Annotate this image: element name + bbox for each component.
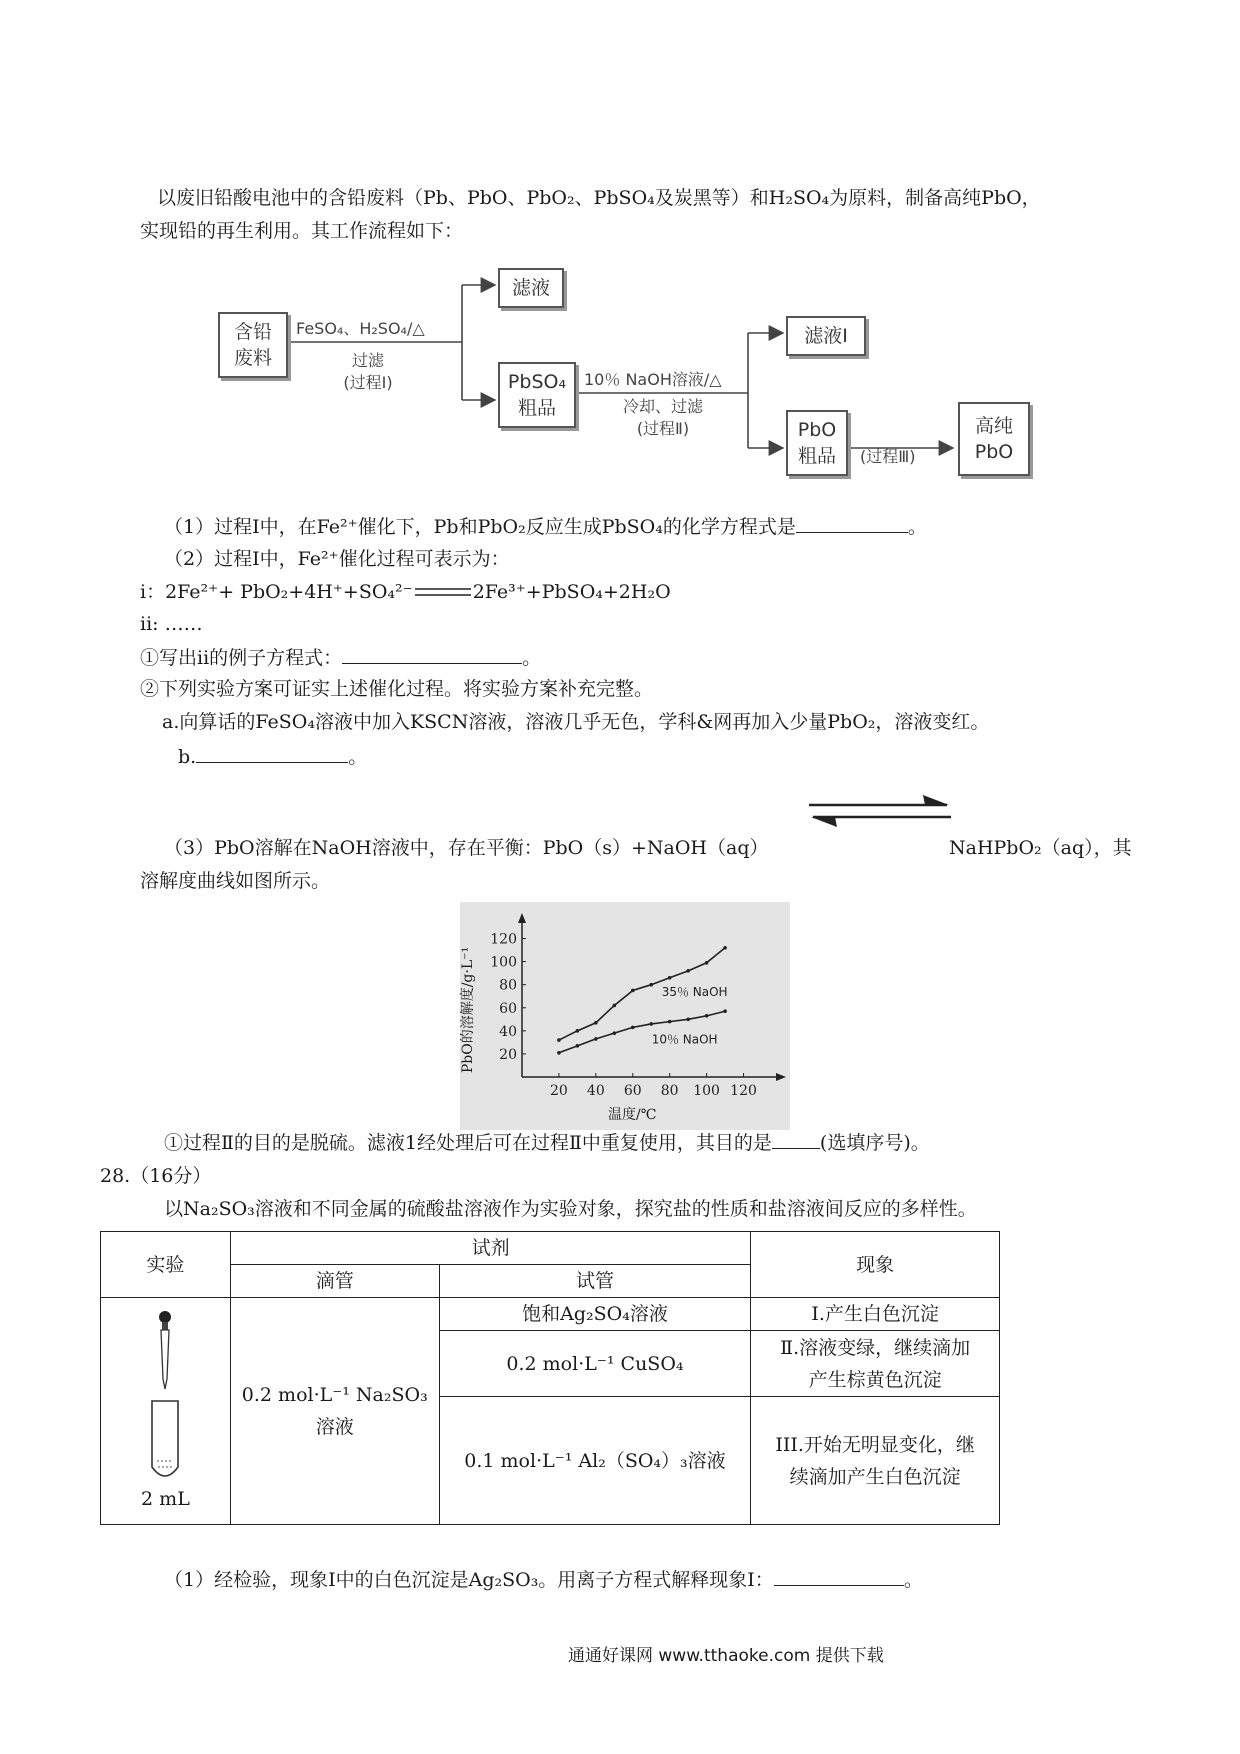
flow-box-raw-material (218, 312, 288, 378)
answer-blank-q28-1[interactable] (774, 1567, 904, 1586)
dropper-reagent-line-1: 0.2 mol·L⁻¹ Na₂SO₃ (241, 1384, 428, 1406)
chart-y-tick-label: 40 (499, 1023, 517, 1040)
flow-box-pure-line-1: 高纯 (974, 415, 1013, 437)
flow-box-pbso4-line-1: PbSO₄ (507, 371, 567, 393)
chart-data-point (649, 983, 653, 987)
header-experiment: 实验 (101, 1232, 231, 1298)
chart-data-point (576, 1044, 580, 1048)
answer-blank-q1[interactable] (796, 514, 908, 533)
chart-data-point (594, 1021, 598, 1025)
answer-blank-plan-b[interactable] (196, 744, 348, 763)
chart-data-point (668, 976, 672, 980)
flow-arrow-2-step-line-1: 冷却、过滤 (622, 397, 703, 416)
question-28-part-1-text: （1）经检验，现象Ⅰ中的白色沉淀是Ag₂SO₃。用离子方程式解释现象Ⅰ： (164, 1569, 774, 1591)
chart-y-tick-label: 60 (499, 1000, 517, 1017)
solubility-chart (460, 902, 790, 1130)
chart-x-tick-label: 80 (660, 1083, 679, 1099)
question-1 (164, 514, 927, 539)
question-3-sub-1-end: (选填序号)。 (819, 1132, 930, 1154)
tube-reagent-1: 饱和Ag₂SO₄溶液 (439, 1298, 751, 1331)
phenomenon-3-line-1: III.开始无明显变化，继 (775, 1433, 975, 1456)
chart-data-point (649, 1022, 653, 1026)
experiment-plan-b-end: 。 (348, 746, 368, 768)
flow-box-pure-pbo (958, 402, 1030, 476)
chart-data-point (705, 961, 709, 965)
flow-arrow-1-reagent: FeSO₄、H₂SO₄/△ (296, 319, 425, 338)
phenomenon-2-line-2: 产生棕黄色沉淀 (808, 1368, 942, 1391)
chart-y-label: PbO的溶解度/g·L⁻¹ (460, 946, 476, 1074)
question-28-header: 28.（16分） (100, 1165, 212, 1187)
tube-reagent-2: 0.2 mol·L⁻¹ CuSO₄ (439, 1331, 751, 1397)
question-3-left: （3）PbO溶解在NaOH溶液中，存在平衡：PbO（s）+NaOH（aq） (164, 837, 769, 859)
flow-box-pbo-crude-line-1: PbO (797, 419, 837, 441)
intro-line-1: 以废旧铅酸电池中的含铅废料（Pb、PbO、PbO₂、PbSO₄及炭黑等）和H₂SO₄为原料，制备高纯PbO， (157, 187, 1041, 209)
catalysis-step-ii: ii: …… (140, 613, 203, 635)
question-2: （2）过程Ⅰ中，Fe²⁺催化过程可表示为： (164, 548, 510, 570)
flow-arrow-1-step-line-1: 过滤 (351, 351, 384, 370)
chart-x-tick-label: 60 (623, 1083, 642, 1099)
flow-box-pbo-crude-line-2: 粗品 (797, 445, 836, 467)
chart-y-tick-label: 80 (499, 977, 517, 994)
question-28-part-1-end: 。 (903, 1569, 923, 1591)
question-1-end: 。 (907, 516, 927, 538)
step-i-reactants: i：2Fe²⁺+ PbO₂+4H⁺+SO₄²⁻ (140, 581, 413, 603)
chart-y-tick-label: 20 (499, 1046, 517, 1063)
chart-data-point (557, 1038, 561, 1042)
flow-arrow-2-step-line-2: (过程Ⅱ) (636, 419, 690, 438)
flow-box-filtrate-1-label: 滤液Ⅰ (804, 325, 848, 347)
flow-arrow-1-step (328, 350, 408, 394)
question-28-part-1 (164, 1567, 923, 1592)
chart-data-point (576, 1029, 580, 1033)
chart-x-tick-label: 40 (586, 1083, 605, 1099)
question-2-part-1-end: 。 (522, 647, 542, 669)
question-3-line-2: 溶解度曲线如图所示。 (140, 870, 331, 892)
chart-data-point (668, 1020, 672, 1024)
chart-x-tick-label: 100 (693, 1083, 720, 1099)
flow-box-raw-line-1: 含铅 (233, 321, 272, 343)
dropper-and-tube-icon (145, 1309, 185, 1485)
dropper-reagent-line-2: 溶液 (315, 1416, 354, 1438)
flow-box-pure-line-2: PbO (974, 441, 1014, 463)
phenomenon-2 (751, 1331, 1000, 1397)
answer-blank-q2-1[interactable] (342, 645, 522, 664)
chart-data-point (613, 1004, 617, 1008)
phenomenon-2-line-1: Ⅱ.溶液变绿，继续滴加 (780, 1336, 971, 1359)
catalysis-step-i (140, 580, 671, 605)
experiment-plan-a: a.向算话的FeSO₄溶液中加入KSCN溶液，溶液几乎无色，学科&网再加入少量PbO₂，溶液变红。 (162, 711, 990, 733)
flow-arrow-2-step (608, 396, 718, 440)
chart-x-label: 温度/℃ (608, 1107, 657, 1123)
question-3-sub-1 (164, 1130, 930, 1155)
question-3-sub-1-text: ①过程Ⅱ的目的是脱硫。滤液1经处理后可在过程Ⅱ中重复使用，其目的是 (164, 1132, 772, 1154)
experiment-plan-b (178, 744, 367, 769)
chart-data-point (613, 1031, 617, 1035)
chart-data-point (594, 1037, 598, 1041)
chart-data-point (723, 1009, 727, 1013)
phenomenon-3 (751, 1397, 1000, 1525)
flow-box-filtrate-1 (786, 316, 866, 356)
step-i-products: 2Fe³⁺+PbSO₄+2H₂O (472, 581, 671, 603)
question-2-part-1 (140, 645, 541, 670)
question-1-text: （1）过程Ⅰ中，在Fe²⁺催化下，Pb和PbO₂反应生成PbSO₄的化学方程式是 (164, 516, 796, 538)
flow-box-pbo-crude (786, 410, 848, 476)
phenomenon-1: Ⅰ.产生白色沉淀 (751, 1298, 1000, 1331)
question-28-intro: 以Na₂SO₃溶液和不同金属的硫酸盐溶液作为实验对象，探究盐的性质和盐溶液间反应的多样性。 (164, 1198, 977, 1220)
experiment-table (100, 1231, 1000, 1525)
table-row (101, 1298, 1000, 1331)
header-dropper: 滴管 (230, 1265, 439, 1298)
question-2-part-2: ②下列实验方案可证实上述催化过程。将实验方案补充完整。 (140, 678, 654, 700)
chart-x-tick-label: 20 (550, 1083, 568, 1099)
tube-volume: 2 mL (141, 1488, 190, 1510)
chart-data-point (686, 969, 690, 973)
chart-data-point (723, 946, 727, 950)
chart-data-point (631, 989, 635, 993)
flow-arrow-1-step-line-2: (过程Ⅰ) (343, 373, 393, 392)
experiment-apparatus-cell (101, 1298, 231, 1525)
chart-y-arrow-icon (518, 913, 526, 923)
flow-box-raw-line-2: 废料 (233, 347, 272, 369)
flow-box-pbso4-crude (498, 362, 576, 428)
chart-data-point (631, 1026, 635, 1030)
equilibrium-arrow-icon (805, 792, 955, 832)
experiment-plan-b-label: b. (178, 746, 197, 768)
table-header-row-1 (101, 1232, 1000, 1265)
flow-arrow-3-step: (过程Ⅲ) (860, 447, 916, 466)
chart-data-point (686, 1018, 690, 1022)
question-2-part-1-text: ①写出ii的例子方程式： (140, 647, 343, 669)
chart-y-tick-label: 100 (490, 954, 517, 971)
intro-line-2: 实现铅的再生利用。其工作流程如下： (140, 220, 464, 242)
header-phenomenon: 现象 (751, 1232, 1000, 1298)
chart-x-arrow-icon (776, 1073, 786, 1081)
chart-x-tick-label: 120 (730, 1083, 757, 1099)
flow-box-filtrate-label: 滤液 (511, 277, 550, 299)
header-reagent: 试剂 (230, 1232, 750, 1265)
phenomenon-3-line-2: 续滴加产生白色沉淀 (789, 1465, 961, 1488)
page-footer: 通通好课网 www.tthaoke.com 提供下载 (568, 1646, 884, 1666)
chart-series-label: 35％ NaOH (661, 984, 728, 999)
flow-arrow-2-reagent: 10％ NaOH溶液/△ (584, 370, 722, 389)
chart-data-point (705, 1014, 709, 1018)
question-3-right: NaHPbO₂（aq），其 (949, 837, 1132, 859)
tube-reagent-3: 0.1 mol·L⁻¹ Al₂（SO₄）₃溶液 (439, 1397, 751, 1525)
flow-box-filtrate (498, 268, 564, 308)
equation-equals-sign (413, 581, 473, 605)
flow-box-pbso4-line-2: 粗品 (517, 397, 556, 419)
answer-blank-q3-1[interactable] (772, 1130, 820, 1149)
header-test-tube: 试管 (439, 1265, 751, 1298)
chart-data-point (557, 1051, 561, 1055)
chart-y-tick-label: 120 (490, 931, 517, 948)
chart-series-label: 10％ NaOH (651, 1032, 718, 1047)
solubility-chart-svg (460, 902, 790, 1130)
dropper-reagent (230, 1298, 439, 1525)
